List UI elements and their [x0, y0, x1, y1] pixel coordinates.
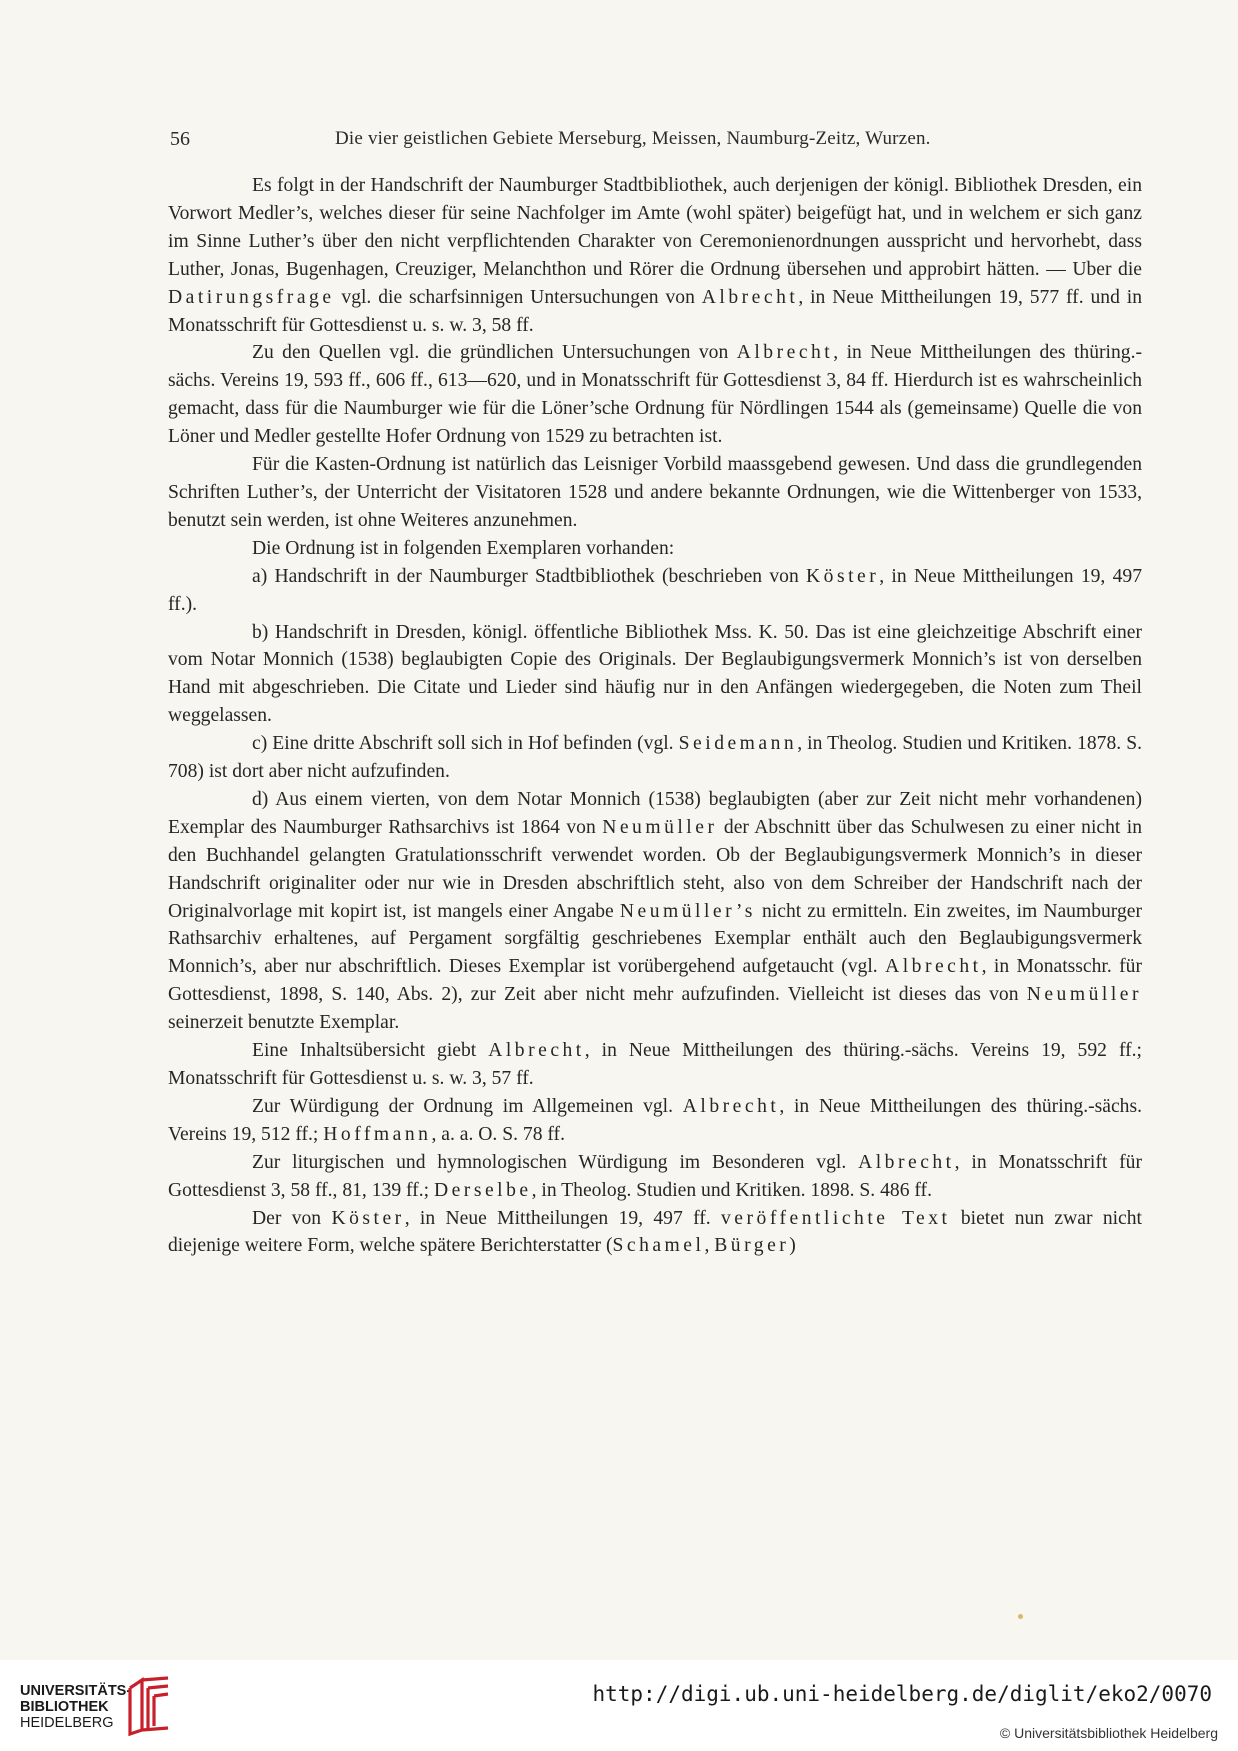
text-run: d) Aus einem vierten, von dem Notar Monnich (1538) beglaubigten (aber zur Zeit nicht mehr vorhandenen) Exemplar des Naumburger Rathsarchivs ist 1864 von — [168, 788, 1142, 838]
text-run: bietet nun zwar nicht diejenige weitere Form, welche spätere Berichterstatter ( — [168, 1207, 1142, 1257]
spaced-name: veröffentlichte Text — [721, 1207, 951, 1229]
text-run: a) Handschrift in der Naumburger Stadtbibliothek (beschrieben von — [252, 565, 807, 587]
running-title: Die vier geistlichen Gebiete Merseburg, Meissen, Naumburg-Zeitz, Wurzen. — [335, 128, 931, 149]
text-run: , — [704, 1235, 715, 1257]
text-run: der Abschnitt über das Schulwesen zu einer nicht in den Buchhandel gelangten Gratulationsschrift verwendet worden. Ob der Beglaubigungsvermerk Monnich’s in dieser Handschrift originaliter oder nur wie in Dresden abschriftlich steht, also von dem Schreiber der Handschrift nach der Originalvorlage mit kopirt ist, ist mangels einer Angabe — [168, 816, 1142, 922]
footer-bar — [0, 1660, 1238, 1751]
spaced-name: Köster — [331, 1207, 405, 1229]
paragraph — [168, 535, 1142, 563]
paragraph — [168, 172, 1142, 339]
text-run: vgl. die scharfsinnigen Untersuchungen von — [334, 286, 702, 308]
text-run: Für die Kasten-Ordnung ist natürlich das Leisniger Vorbild maassgebend gewesen. Und dass die grundlegenden Schriften Luther’s, der Unterricht der Visitatoren 1528 und andere bekannte Ordnungen, wie die Wittenberger von 1533, benutzt sein werden, ist ohne Weiteres anzunehmen. — [168, 454, 1142, 531]
text-run: , a. a. O. S. 78 ff. — [431, 1123, 565, 1145]
paragraph — [168, 786, 1142, 1037]
spaced-name: Köster — [806, 565, 880, 587]
spaced-name: Neumüller — [602, 816, 718, 838]
paragraph — [168, 339, 1142, 451]
copyright-notice: © Universitätsbibliothek Heidelberg — [999, 1725, 1218, 1741]
paragraph — [168, 1037, 1142, 1093]
spaced-name: Albrecht — [858, 1151, 955, 1173]
spaced-name: Neumüller — [1026, 984, 1142, 1006]
paragraph — [168, 619, 1142, 731]
text-run: , in Neue Mittheilungen des thüring.-sächs. Vereins 19, 593 ff., 606 ff., 613—620, und in Monatsschrift für Gottesdienst 3, 84 ff. Hierdurch ist es wahrscheinlich gemacht, dass für die Naumburger wie für die Löner’sche Ordnung für Nördlingen 1544 als (gemeinsame) Quelle die von Löner und Medler gestellte Hofer Ordnung von 1529 zu betrachten ist. — [168, 342, 1142, 448]
text-run: , in Monatsschr. für Gottesdienst, 1898, S. 140, Abs. 2), zur Zeit aber nicht mehr aufzufinden. Vielleicht ist dieses das von — [168, 956, 1142, 1006]
paragraph — [168, 563, 1142, 619]
library-line: UNIVERSITÄTS- — [20, 1683, 132, 1699]
spaced-name: Albrecht — [885, 956, 982, 978]
spaced-name: Neumüller’s — [619, 900, 756, 922]
spaced-name: Datirungsfrage — [168, 286, 335, 308]
library-name — [20, 1683, 131, 1731]
spaced-name: Albrecht — [736, 342, 834, 364]
text-run: , in Neue Mittheilungen 19, 497 ff.). — [168, 565, 1142, 615]
text-run: , in Neue Mittheilungen des thüring.-sächs. Vereins 19, 512 ff.; — [168, 1095, 1142, 1145]
text-run: b) Handschrift in Dresden, königl. öffentliche Bibliothek Mss. K. 50. Das ist eine gleichzeitige Abschrift einer vom Notar Monnich (1538) beglaubigten Copie des Originals. Der Beglaubigungsvermerk Monnich’s ist von derselben Hand mit abgeschrieben. Die Citate und Lieder sind häufig nur in den Anfängen wiedergegeben, die Noten zum Theil weggelassen. — [168, 621, 1142, 727]
text-run: Die Ordnung ist in folgenden Exemplaren vorhanden: — [252, 537, 675, 559]
text-run: Der von — [252, 1207, 332, 1229]
text-run: Zur liturgischen und hymnologischen Würdigung im Besonderen vgl. — [252, 1151, 859, 1173]
page-number: 56 — [170, 128, 190, 150]
permalink[interactable]: http://digi.ub.uni-heidelberg.de/diglit/eko2/0070 — [592, 1682, 1212, 1706]
spaced-name: Schamel — [612, 1235, 705, 1257]
paragraph — [168, 1093, 1142, 1149]
text-run: , in Neue Mittheilungen 19, 577 ff. und in Monatsschrift für Gottesdienst u. s. w. 3, 58 ff. — [168, 286, 1143, 336]
text-run: ) — [789, 1235, 796, 1257]
spaced-name: Seidemann — [678, 733, 798, 755]
paper-speck — [1018, 1614, 1023, 1619]
text-run: Zu den Quellen vgl. die gründlichen Untersuchungen von — [252, 342, 737, 364]
text-run: Zur Würdigung der Ordnung im Allgemeinen vgl. — [252, 1095, 683, 1117]
paragraph — [168, 1149, 1142, 1205]
text-run: , in Monatsschrift für Gottesdienst 3, 58 ff., 81, 139 ff.; — [168, 1151, 1142, 1201]
spaced-name: Bürger — [714, 1235, 790, 1257]
library-line: BIBLIOTHEK — [20, 1699, 109, 1715]
text-run: Eine Inhaltsübersicht giebt — [252, 1040, 489, 1062]
spaced-name: Albrecht — [701, 286, 799, 308]
text-run: , in Theolog. Studien und Kritiken. 1898. S. 486 ff. — [531, 1179, 932, 1201]
text-run: , in Theolog. Studien und Kritiken. 1878. S. 708) ist dort aber nicht aufzufinden. — [168, 733, 1142, 783]
spaced-name: Derselbe — [433, 1179, 532, 1201]
text-run: , in Neue Mittheilungen des thüring.-sächs. Vereins 19, 592 ff.; Monatsschrift für Gottesdienst u. s. w. 3, 57 ff. — [168, 1040, 1142, 1089]
text-run: nicht zu ermitteln. Ein zweites, im Naumburger Rathsarchiv erhaltenes, auf Pergament sorgfältig geschriebenes Exemplar enthält auch den Beglaubigungsvermerk Monnich’s, aber nur abschriftlich. Dieses Exemplar ist vorübergehend aufgetaucht (vgl. — [168, 900, 1142, 978]
text-run: , in Neue Mittheilungen 19, 497 ff. — [404, 1207, 721, 1229]
spaced-name: Albrecht — [682, 1095, 780, 1117]
text-run: seinerzeit benutzte Exemplar. — [168, 1012, 400, 1034]
paragraph — [168, 451, 1142, 535]
paragraph — [168, 1205, 1142, 1261]
library-line: HEIDELBERG — [20, 1715, 114, 1731]
text-run: Es folgt in der Handschrift der Naumburger Stadtbibliothek, auch derjenigen der königl. Bibliothek Dresden, ein Vorwort Medler’s, welches dieser für seine Nachfolger im Amte (wohl später) beigefügt hat, und in welchem er sich ganz im Sinne Luther’s über den nicht verpflichtenden Charakter von Ceremonienordnungen ausspricht und hervorhebt, dass Luther, Jonas, Bugenhagen, Creuziger, Melanchthon und Rörer die Ordnung übersehen und approbirt hätten. — Uber die — [168, 175, 1142, 280]
text-run: c) Eine dritte Abschrift soll sich in Hof befinden (vgl. — [252, 733, 679, 755]
spaced-name: Hoffmann — [323, 1123, 432, 1145]
library-logo-icon — [124, 1674, 174, 1736]
paragraph — [168, 730, 1142, 786]
spaced-name: Albrecht — [488, 1040, 585, 1062]
body-text — [168, 172, 1142, 1260]
